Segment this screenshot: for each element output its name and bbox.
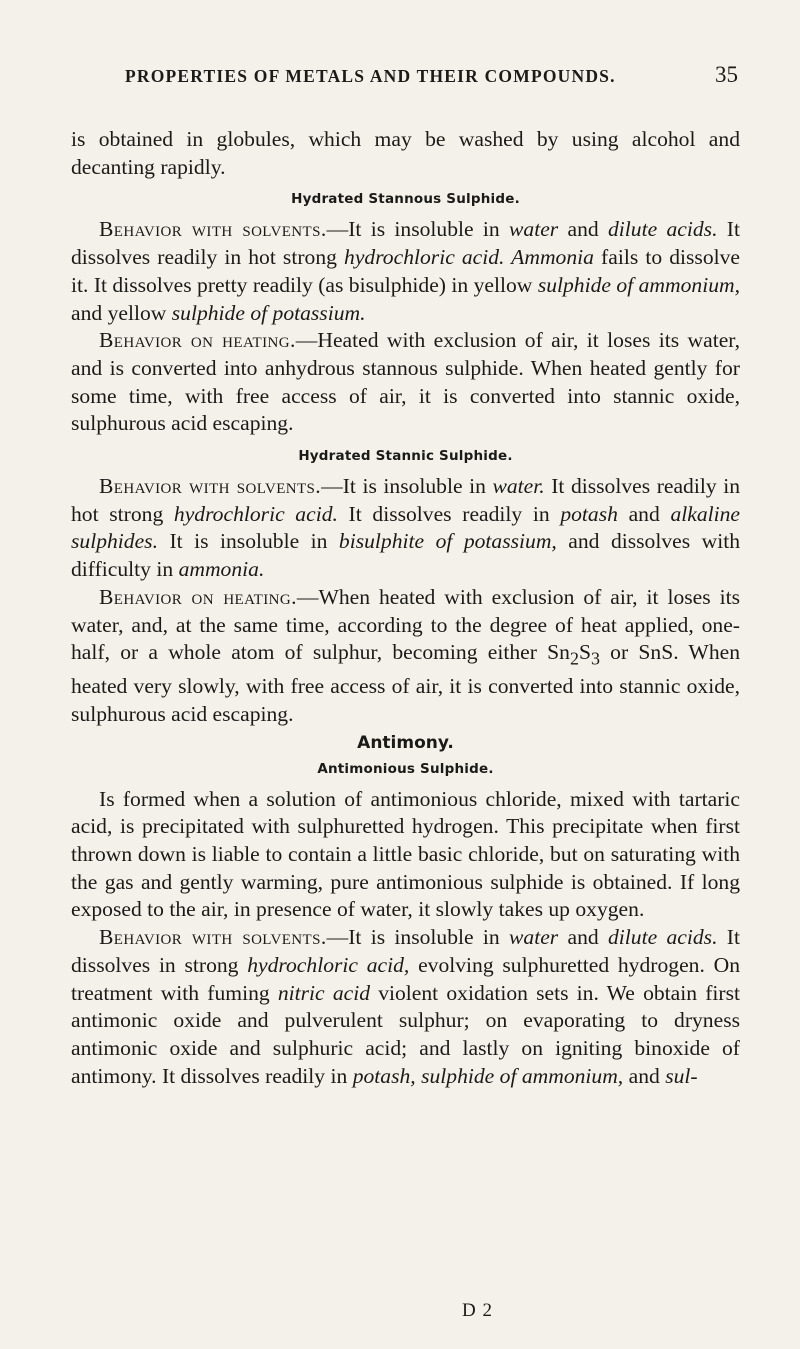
paragraph-antimonious-formation: Is formed when a solution of antimonious chloride, mixed with tartaric acid, is precipitated with sulphuretted hydrogen. This precipitate when first thrown down is liable to contain a little basic chloride, but on saturating with the gas and gently warming, pure antimonious sulphide is obtained. If long exposed to the air, in presence of water, it slowly takes up oxygen. [71,786,740,922]
run-in-heading: Behavior with solvents. [99,474,322,499]
page-number: 35 [715,62,738,87]
run-in-heading: Behavior on heating. [99,328,296,353]
page-body [71,126,740,1090]
signature-mark: D 2 [462,1300,493,1321]
section-heading-stannic: Hydrated Stannic Sulphide. [298,448,513,465]
paragraph-continuation: is obtained in globules, which may be washed by using alcohol and decanting rapidly. [71,127,740,179]
running-title: PROPERTIES OF METALS AND THEIR COMPOUNDS. [125,66,616,86]
section-heading-antimonious: Antimonious Sulphide. [317,760,494,777]
chemical-formula: $Sn_2S_3$ [547,640,600,669]
run-in-heading: Behavior with solvents. [99,217,327,242]
paragraph-stannous-solvents: Behavior with solvents.—It is insoluble in water and dilute acids. It dissolves readily in hot strong hydrochloric acid. Ammonia fails to dissolve it. It dissolves pretty readily (as bisulphide) in yellow sulphide of ammonium, and yellow sulphide of potassium. [71,217,740,325]
section-heading-antimony: Antimony. [357,732,454,753]
run-in-heading: Behavior with solvents. [99,925,327,950]
paragraph-antimonious-solvents: Behavior with solvents.—It is insoluble in water and dilute acids. It dissolves in strong hydrochloric acid, evolving sulphuretted hydrogen. On treatment with fuming nitric acid violent oxidation sets in. We obtain first antimonic oxide and pulverulent sulphur; on evaporating to dryness antimonic oxide and sulphuric acid; and lastly on igniting binoxide of antimony. It dissolves readily in potash, sulphide of ammonium, and sul- [71,925,741,1088]
run-in-heading: Behavior on heating. [99,584,297,609]
section-heading-stannous: Hydrated Stannous Sulphide. [291,191,520,208]
page-header [125,62,738,96]
paragraph-stannic-heating: Behavior on heating.—When heated with exclusion of air, it loses its water, and, at the same time, according to the degree of heat applied, one-half, or a whole atom of sulphur, becoming either $Sn_2S_3$ or SnS. When heated very slowly, with free access of air, it is converted into stannic oxide, sulphurous acid escaping. [71,584,740,726]
paragraph-stannic-solvents: Behavior with solvents.—It is insoluble in water. It dissolves readily in hot strong hydrochloric acid. It dissolves readily in potash and alkaline sulphides. It is insoluble in bisulphite of potassium, and dissolves with difficulty in ammonia. [71,474,740,582]
paragraph-stannous-heating: Behavior on heating.—Heated with exclusion of air, it loses its water, and is converted into anhydrous stannous sulphide. When heated gently for some time, with free access of air, it is converted into stannic oxide, sulphurous acid escaping. [71,328,740,436]
